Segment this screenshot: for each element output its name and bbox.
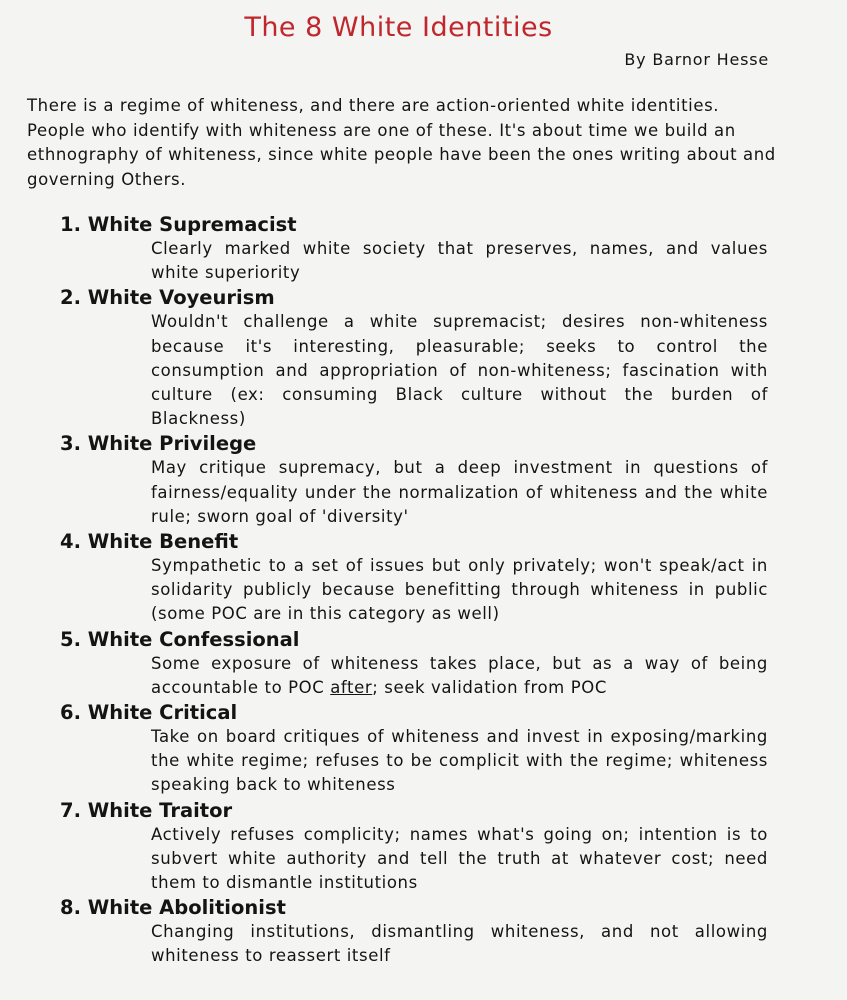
description-text: Some exposure of whiteness takes place, but as a way of being accountable to POC xyxy=(151,653,768,697)
identity-heading: 3. White Privilege xyxy=(60,432,257,456)
identity-description: Changing institutions, dismantling whiteness, and not allowing whiteness to reassert itself xyxy=(151,922,768,966)
document-title: The 8 White Identities xyxy=(244,12,553,43)
identity-heading: 2. White Voyeurism xyxy=(60,286,275,310)
identity-description: Sympathetic to a set of issues but only privately; won't speak/act in solidarity publicly because benefitting through whiteness in public (some POC are in this category as well) xyxy=(151,556,768,624)
identity-list xyxy=(0,212,847,969)
underlined-word: after xyxy=(330,677,373,697)
identity-description: Take on board critiques of whiteness and invest in exposing/marking the white regime; refuses to be complicit with the regime; whiteness speaking back to whiteness xyxy=(151,727,768,795)
identity-heading: 8. White Abolitionist xyxy=(60,896,286,920)
identity-description xyxy=(151,652,768,700)
author-byline: By Barnor Hesse xyxy=(624,50,769,69)
description-text: ; seek validation from POC xyxy=(372,677,607,697)
identity-description: May critique supremacy, but a deep investment in questions of fairness/equality under the normalization of whiteness and the white rule; sworn goal of 'diversity' xyxy=(151,458,768,526)
identity-description: Wouldn't challenge a white supremacist; desires non-whiteness because it's interesting, pleasurable; seeks to control the consumption and appropriation of non-whiteness; fascination with culture (ex: consuming Black culture without the burden of Blackness) xyxy=(151,312,768,429)
identity-heading: 5. White Confessional xyxy=(60,627,300,651)
identity-description: Clearly marked white society that preserves, names, and values white superiority xyxy=(151,239,768,283)
identity-heading: 6. White Critical xyxy=(60,701,238,725)
identity-description: Actively refuses complicity; names what's going on; intention is to subvert white authority and tell the truth at whatever cost; need them to dismantle institutions xyxy=(151,824,768,893)
intro-paragraph: There is a regime of whiteness, and there are action-oriented white identities. People who identify with whiteness are one of these. It's about time we build an ethnography of whiteness, since white people have been the ones writing about and governing Others. xyxy=(27,96,776,189)
identity-heading: 1. White Supremacist xyxy=(60,213,297,236)
identity-heading: 4. White Benefit xyxy=(60,530,239,554)
identity-heading: 7. White Traitor xyxy=(60,798,233,822)
